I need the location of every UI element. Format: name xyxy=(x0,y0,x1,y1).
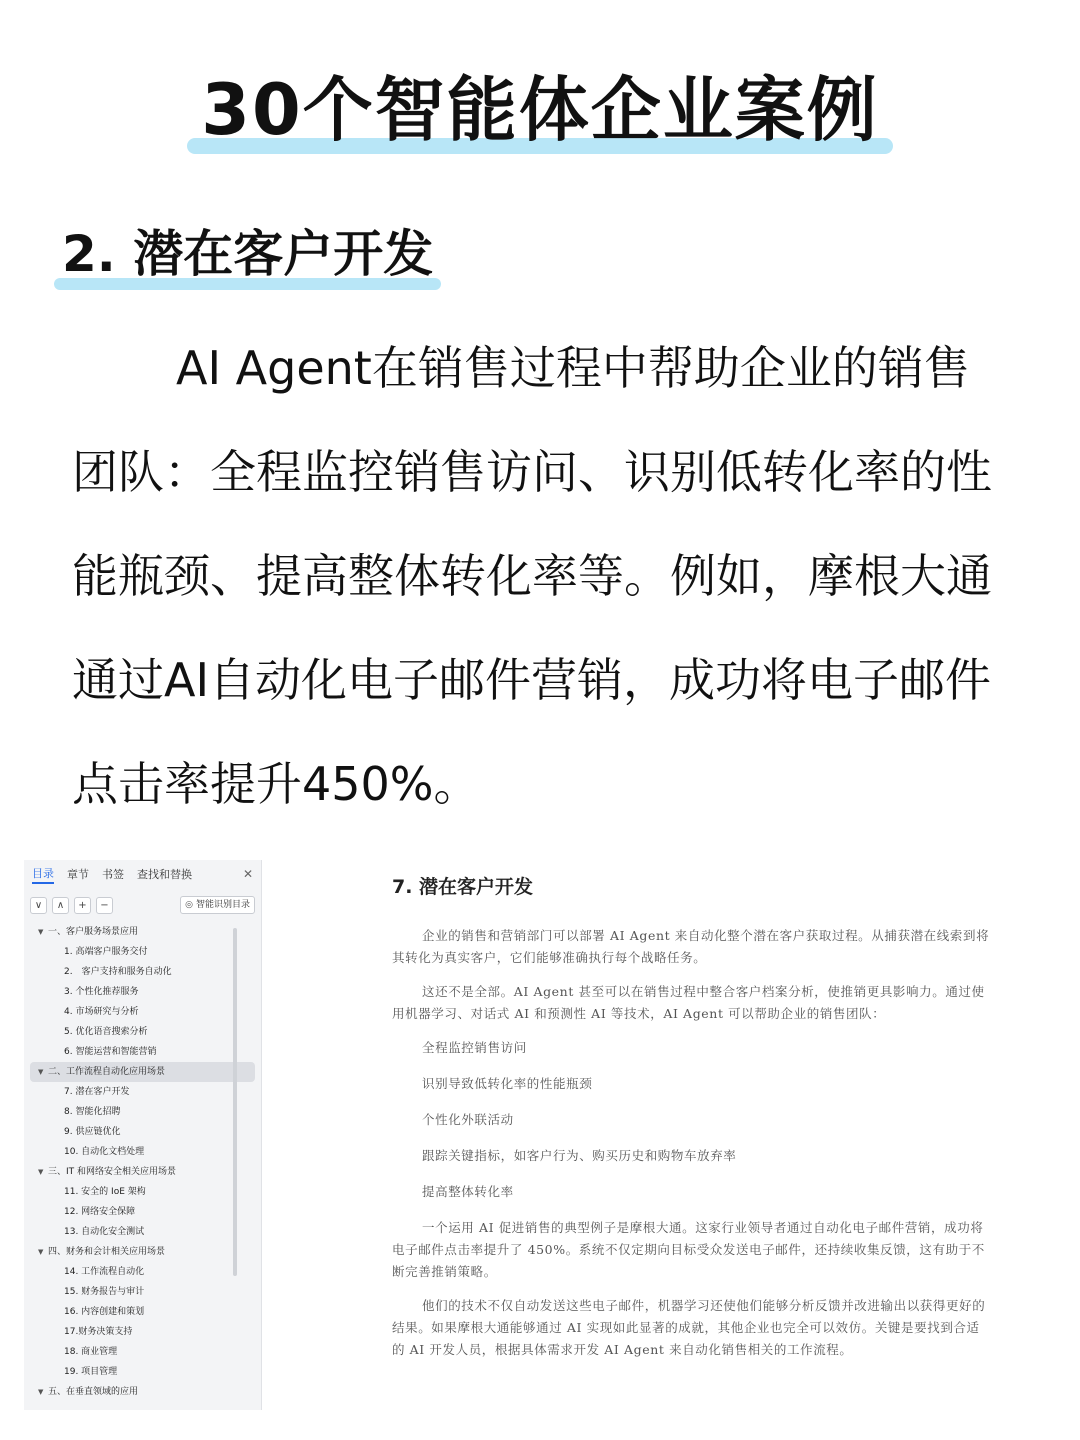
toc-subitem[interactable] xyxy=(24,1342,261,1362)
toc-subitem[interactable] xyxy=(24,1022,261,1042)
document-bullet: 跟踪关键指标，如客户行为、购买历史和购物车放弃率 xyxy=(422,1148,737,1163)
toc-section-item[interactable] xyxy=(24,1242,261,1262)
toc-section-item[interactable] xyxy=(24,1162,261,1182)
toc-item-label: 7. 潜在客户开发 xyxy=(64,1087,130,1097)
toc-item-label: 19. 项目管理 xyxy=(64,1367,118,1377)
toc-subitem[interactable] xyxy=(24,1002,261,1022)
close-icon[interactable]: ✕ xyxy=(242,867,253,881)
document-bullet: 个性化外联活动 xyxy=(422,1112,514,1127)
tab-chapters[interactable]: 章节 xyxy=(67,868,89,881)
toc-item-label: 15. 财务报告与审计 xyxy=(64,1287,145,1297)
tab-toc[interactable]: 目录 xyxy=(32,865,54,884)
embedded-document-screenshot xyxy=(24,860,1064,1410)
expand-arrow-icon[interactable]: ▼ xyxy=(38,1168,44,1176)
toc-subitem[interactable] xyxy=(24,962,261,982)
toc-subitem[interactable] xyxy=(24,982,261,1002)
toc-subitem[interactable] xyxy=(24,1082,261,1102)
toc-subitem[interactable] xyxy=(24,1042,261,1062)
toc-item-label: 一、客户服务场景应用 xyxy=(48,927,139,937)
add-entry-button[interactable]: + xyxy=(74,897,91,914)
tab-bookmarks[interactable]: 书签 xyxy=(102,868,124,881)
toc-item-label: 18. 商业管理 xyxy=(64,1347,118,1357)
expand-arrow-icon[interactable]: ▼ xyxy=(38,928,44,936)
document-heading: 7. 潜在客户开发 xyxy=(392,876,534,898)
document-paragraph-2: 这还不是全部。AI Agent 甚至可以在销售过程中整合客户档案分析，使推销更具影响力。通过使用机器学习、对话式 AI 和预测性 AI 等技术，AI Agent 可以帮助企业的销售团队： xyxy=(392,984,985,1021)
expand-button[interactable]: ∧ xyxy=(52,897,69,914)
toc-item-label: 2. 客户支持和服务自动化 xyxy=(64,967,172,977)
toc-subitem[interactable] xyxy=(24,1362,261,1382)
toc-subitem[interactable] xyxy=(24,1142,261,1162)
toc-item-label: 13. 自动化安全测试 xyxy=(64,1227,145,1237)
toc-item-label: 5. 优化语音搜索分析 xyxy=(64,1027,148,1037)
toc-item-label: 8. 智能化招聘 xyxy=(64,1107,121,1117)
title-block xyxy=(0,62,1080,158)
toc-item-label: 10. 自动化文档处理 xyxy=(64,1147,145,1157)
toc-item-label: 14. 工作流程自动化 xyxy=(64,1267,145,1277)
toc-subitem[interactable] xyxy=(24,1282,261,1302)
smart-toc-label: 智能识别目录 xyxy=(195,900,250,910)
toc-item-label: 6. 智能运营和智能营销 xyxy=(64,1047,157,1057)
toc-sidebar xyxy=(24,860,262,1410)
document-paragraph-4: 他们的技术不仅自动发送这些电子邮件，机器学习还使他们能够分析反馈并改进输出以获得更好的结果。如果摩根大通能够通过 AI 实现如此显著的成就，其他企业也完全可以效仿。关键是要找到合适的 AI 开发人员，根据具体需求开发 AI Agent 来自动化销售相关的工作流程。 xyxy=(392,1298,986,1357)
expand-arrow-icon[interactable]: ▼ xyxy=(38,1068,44,1076)
toc-item-label: 3. 个性化推荐服务 xyxy=(64,987,139,997)
toc-item-label: 三、IT 和网络安全相关应用场景 xyxy=(48,1167,177,1177)
toc-subitem[interactable] xyxy=(24,1262,261,1282)
expand-arrow-icon[interactable]: ▼ xyxy=(38,1248,44,1256)
toc-tab-bar xyxy=(24,860,261,886)
toc-item-label: 12. 网络安全保障 xyxy=(64,1207,136,1217)
remove-entry-button[interactable]: − xyxy=(96,897,113,914)
main-title: 30个智能体企业案例 xyxy=(195,62,884,158)
toc-section-item[interactable] xyxy=(24,1382,261,1402)
intro-paragraph: AI Agent在销售过程中帮助企业的销售团队：全程监控销售访问、识别低转化率的性能瓶颈、提高整体转化率等。例如，摩根大通通过AI自动化电子邮件营销，成功将电子邮件点击率提升450%。 xyxy=(72,341,992,811)
smart-toc-icon: ◎ xyxy=(185,900,193,910)
toc-toolbar xyxy=(24,890,261,920)
tab-find-replace[interactable]: 查找和替换 xyxy=(137,868,192,881)
document-bullet: 提高整体转化率 xyxy=(422,1184,514,1199)
toc-item-label: 16. 内容创建和策划 xyxy=(64,1307,145,1317)
document-page xyxy=(392,872,992,1373)
toc-subitem[interactable] xyxy=(24,1222,261,1242)
toc-list xyxy=(24,922,261,1402)
toc-section-item[interactable] xyxy=(24,922,261,942)
section-heading: 2. 潜在客户开发 xyxy=(58,218,437,290)
document-bullet: 全程监控销售访问 xyxy=(422,1040,527,1055)
toc-subitem[interactable] xyxy=(24,1182,261,1202)
toc-subitem[interactable] xyxy=(24,1302,261,1322)
toc-item-label: 11. 安全的 IoE 架构 xyxy=(64,1187,146,1197)
toc-item-label: 1. 高端客户服务交付 xyxy=(64,947,148,957)
toc-item-label: 17.财务决策支持 xyxy=(64,1327,133,1337)
toc-item-label: 9. 供应链优化 xyxy=(64,1127,121,1137)
toc-scrollbar[interactable] xyxy=(233,928,237,1276)
toc-subitem[interactable] xyxy=(24,1322,261,1342)
toc-item-label: 四、财务和会计相关应用场景 xyxy=(48,1247,166,1257)
toc-item-label: 五、在垂直领域的应用 xyxy=(48,1387,139,1397)
toc-item-label: 4. 市场研究与分析 xyxy=(64,1007,139,1017)
document-paragraph-3: 一个运用 AI 促进销售的典型例子是摩根大通。这家行业领导者通过自动化电子邮件营销，成功将电子邮件点击率提升了 450%。系统不仅定期向目标受众发送电子邮件，还持续收集反馈，这有助于不断完善推销策略。 xyxy=(392,1220,985,1279)
expand-arrow-icon[interactable]: ▼ xyxy=(38,1388,44,1396)
toc-subitem[interactable] xyxy=(24,1202,261,1222)
toc-subitem[interactable] xyxy=(24,942,261,962)
document-paragraph-1: 企业的销售和营销部门可以部署 AI Agent 来自动化整个潜在客户获取过程。从捕获潜在线索到将其转化为真实客户，它们能够准确执行每个战略任务。 xyxy=(392,928,990,965)
toc-subitem[interactable] xyxy=(24,1122,261,1142)
document-bullet: 识别导致低转化率的性能瓶颈 xyxy=(422,1076,593,1091)
toc-subitem[interactable] xyxy=(24,1102,261,1122)
collapse-button[interactable]: ∨ xyxy=(30,897,47,914)
toc-section-item[interactable] xyxy=(30,1062,255,1082)
toc-item-label: 二、工作流程自动化应用场景 xyxy=(48,1067,166,1077)
smart-toc-button[interactable] xyxy=(180,896,255,914)
